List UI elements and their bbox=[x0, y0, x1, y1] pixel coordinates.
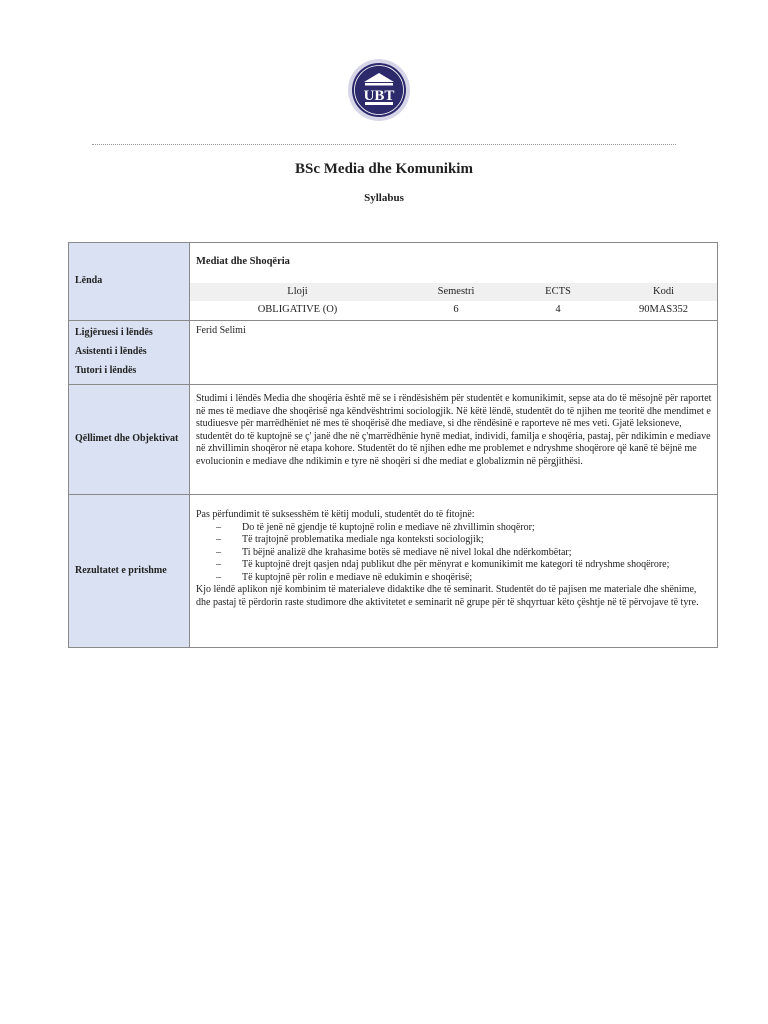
list-dash: – bbox=[216, 559, 221, 570]
results-item bbox=[196, 534, 712, 547]
objectives-text: Studimi i lëndës Media dhe shoqëria është më se i rëndësishëm për studentët e komunikimit, sepse ata do të mësojnë për raportet në mes të mediave dhe shoqërisë nga këndvështrimi sociologjik. Në këtë lëndë, studentët do të njihen me teoritë dhe mendimet e studiuesve për marrëdhëniet në mes të shoqërisë dhe mediave, si dhe rëndësinë e raporteve në mes veti. Gjatë leksioneve, studentët do të kuptojnë se ç' janë dhe në ç'marrëdhënie hynë mediat, individi, familja e shoqëria, pastaj, për ndikimin e mediave në zhvillimin shoqëror në etapa kohore. Studentët do të njihen edhe me problemet e ndryshme shoqërore që kanë të bëjnë me evolucionin e mediave dhe ndikimin e tyre në shoqëri si dhe mediat e globalizmin në përgjithësi. bbox=[196, 393, 712, 467]
results-item bbox=[196, 572, 712, 585]
results-item-text: Do të jenë në gjendje të kuptojnë rolin e mediave në zhvillimin shoqëror; bbox=[242, 521, 535, 533]
document-title: BSc Media dhe Komunikim bbox=[295, 161, 473, 177]
results-outro: Kjo lëndë aplikon një kombinim të materialeve didaktike dhe të seminarit. Studentët do të pajisen me materiale dhe shënime, dhe pastaj të përdorin raste studimore dhe aktivitetet e seminarit në grupe për të shqyrtuar këto çështje në të përvojave të tyre. bbox=[196, 584, 699, 608]
header-semester: Semestri bbox=[405, 283, 507, 301]
assistant-label: Asistenti i lëndës bbox=[75, 346, 147, 357]
staff-cell bbox=[190, 321, 718, 385]
list-dash: – bbox=[216, 546, 221, 558]
results-item-text: Ti bëjnë analizë dhe krahasime botës së mediave në nivel lokal dhe ndërkombëtar; bbox=[242, 546, 572, 558]
value-ects: 4 bbox=[555, 304, 561, 316]
staff-labels bbox=[69, 321, 190, 385]
header-type: Lloji bbox=[190, 283, 405, 301]
results-cell bbox=[190, 495, 718, 648]
header-code: Kodi bbox=[609, 283, 718, 301]
list-dash: – bbox=[216, 534, 221, 545]
svg-text:UBT: UBT bbox=[363, 88, 395, 104]
results-item bbox=[196, 559, 712, 572]
results-item-text: Të kuptojnë drejt qasjen ndaj publikut dhe për mënyrat e komunikimit me kategori të ndryshme shoqërore; bbox=[242, 559, 670, 570]
objectives-label: Qëllimet dhe Objektivat bbox=[69, 385, 190, 495]
course-info-table bbox=[190, 283, 718, 320]
staff-row bbox=[69, 321, 718, 385]
syllabus-table bbox=[68, 242, 718, 648]
value-code: 90MAS352 bbox=[638, 304, 688, 316]
course-info-header-row bbox=[190, 283, 718, 301]
course-label: Lënda bbox=[69, 243, 190, 321]
objectives-cell bbox=[190, 385, 718, 495]
lecturer-label: Ligjëruesi i lëndës bbox=[75, 327, 153, 338]
tutor-label: Tutori i lëndës bbox=[75, 365, 137, 376]
course-name: Mediat dhe Shoqëria bbox=[196, 256, 290, 267]
lecturer-name: Ferid Selimi bbox=[196, 325, 246, 336]
results-item bbox=[196, 547, 712, 560]
results-intro: Pas përfundimit të suksesshëm të këtij moduli, studentët do të fitojnë: bbox=[196, 509, 475, 520]
results-content bbox=[190, 495, 717, 647]
list-dash: – bbox=[216, 521, 221, 533]
objectives-row bbox=[69, 385, 718, 495]
course-row bbox=[69, 243, 718, 321]
results-row bbox=[69, 495, 718, 648]
results-item-text: Të trajtojnë problematika mediale nga konteksti sociologjik; bbox=[242, 534, 484, 545]
header-ects: ECTS bbox=[507, 283, 609, 301]
value-type: OBLIGATIVE (O) bbox=[257, 304, 338, 316]
course-info-value-row bbox=[190, 301, 718, 320]
university-logo bbox=[347, 58, 411, 122]
header-divider bbox=[92, 144, 676, 145]
list-dash: – bbox=[216, 571, 221, 583]
results-item bbox=[196, 522, 712, 535]
results-item-text: Të kuptojnë për rolin e mediave në edukimin e shoqërisë; bbox=[242, 571, 473, 583]
document-subtitle: Syllabus bbox=[364, 192, 404, 204]
value-semester: 6 bbox=[453, 304, 459, 316]
course-cell bbox=[190, 243, 718, 321]
results-label: Rezultatet e pritshme bbox=[69, 495, 190, 648]
university-logo-mark bbox=[347, 58, 411, 122]
results-list bbox=[196, 522, 712, 585]
